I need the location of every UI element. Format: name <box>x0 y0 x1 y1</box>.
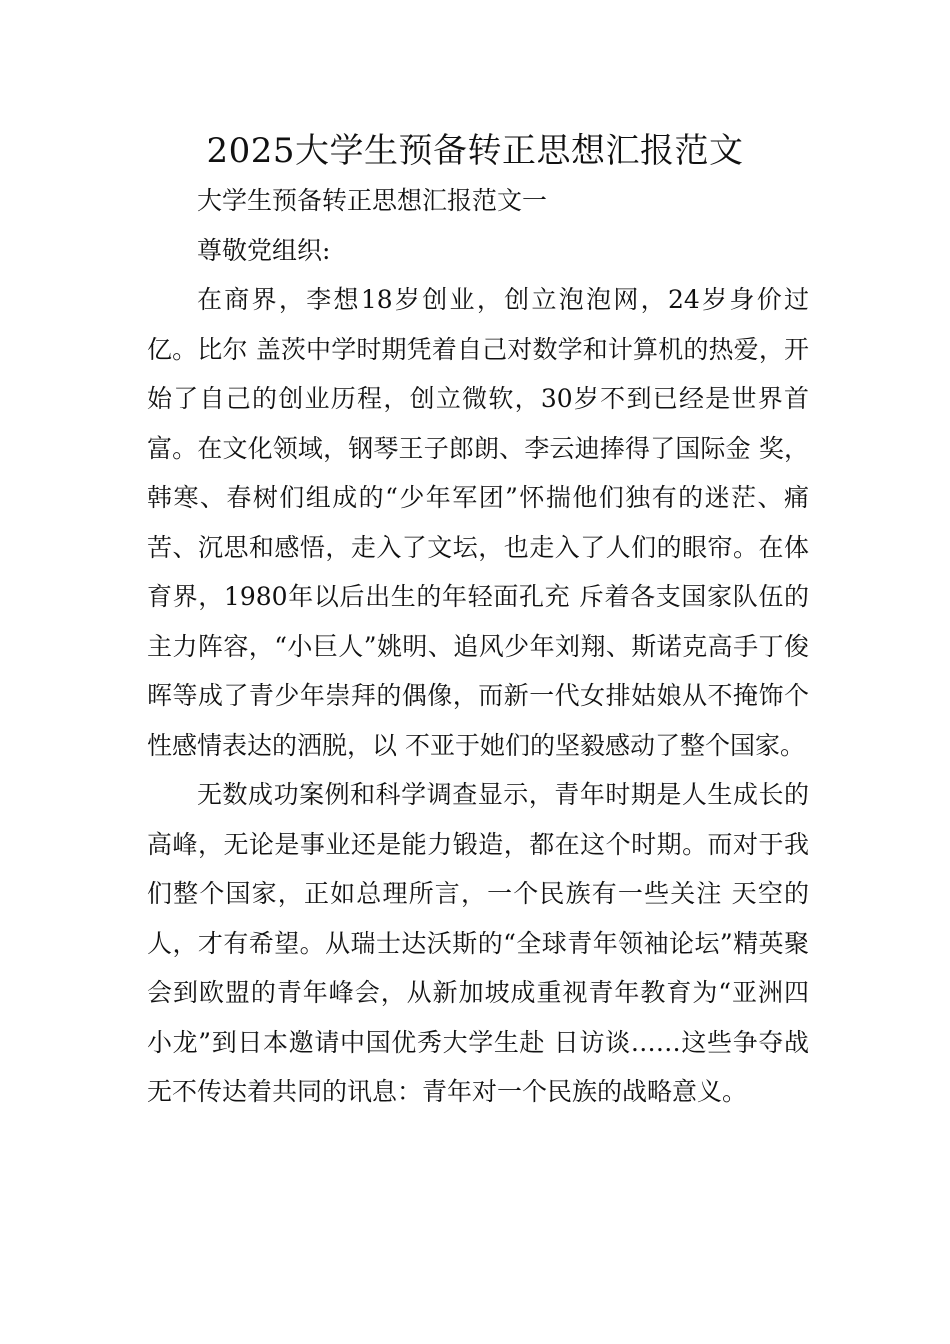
document-title: 2025大学生预备转正思想汇报范文 <box>206 131 744 171</box>
paragraph-1: 在商界，李想18岁创业，创立泡泡网，24岁身价过亿。比尔 盖茨中学时期凭着自己对数学和计算机的热爱，开始了自己的创业历程，创立微软，30岁不到已经是世界首富。在文化领域，钢琴王子郎朗、李云迪捧得了国际金 奖，韩寒、春树们组成的“少年军团”怀揣他们独有的迷茫、痛苦、沉思和感悟，走入了文坛，也走入了人们的眼帘。在体育界，1980年以后出生的年轻面孔充 斥着各支国家队伍的主力阵容，“小巨人”姚明、追风少年刘翔、斯诺克高手丁俊晖等成了青少年崇拜的偶像，而新一代女排姑娘从不掩饰个性感情表达的洒脱，以 不亚于她们的坚毅感动了整个国家。 <box>147 285 809 760</box>
document-subtitle: 大学生预备转正思想汇报范文一 <box>197 186 548 215</box>
document-body <box>147 176 809 1117</box>
salutation: 尊敬党组织: <box>197 235 331 265</box>
paragraph-2: 无数成功案例和科学调查显示，青年时期是人生成长的高峰，无论是事业还是能力锻造，都在这个时期。而对于我们整个国家，正如总理所言，一个民族有一些关注 天空的人，才有希望。从瑞士达沃斯的“全球青年领袖论坛”精英聚会到欧盟的青年峰会，从新加坡成重视青年教育为“亚洲四小龙”到日本邀请中国优秀大学生赴 日访谈……这些争夺战无不传达着共同的讯息：青年对一个民族的战略意义。 <box>147 780 809 1106</box>
